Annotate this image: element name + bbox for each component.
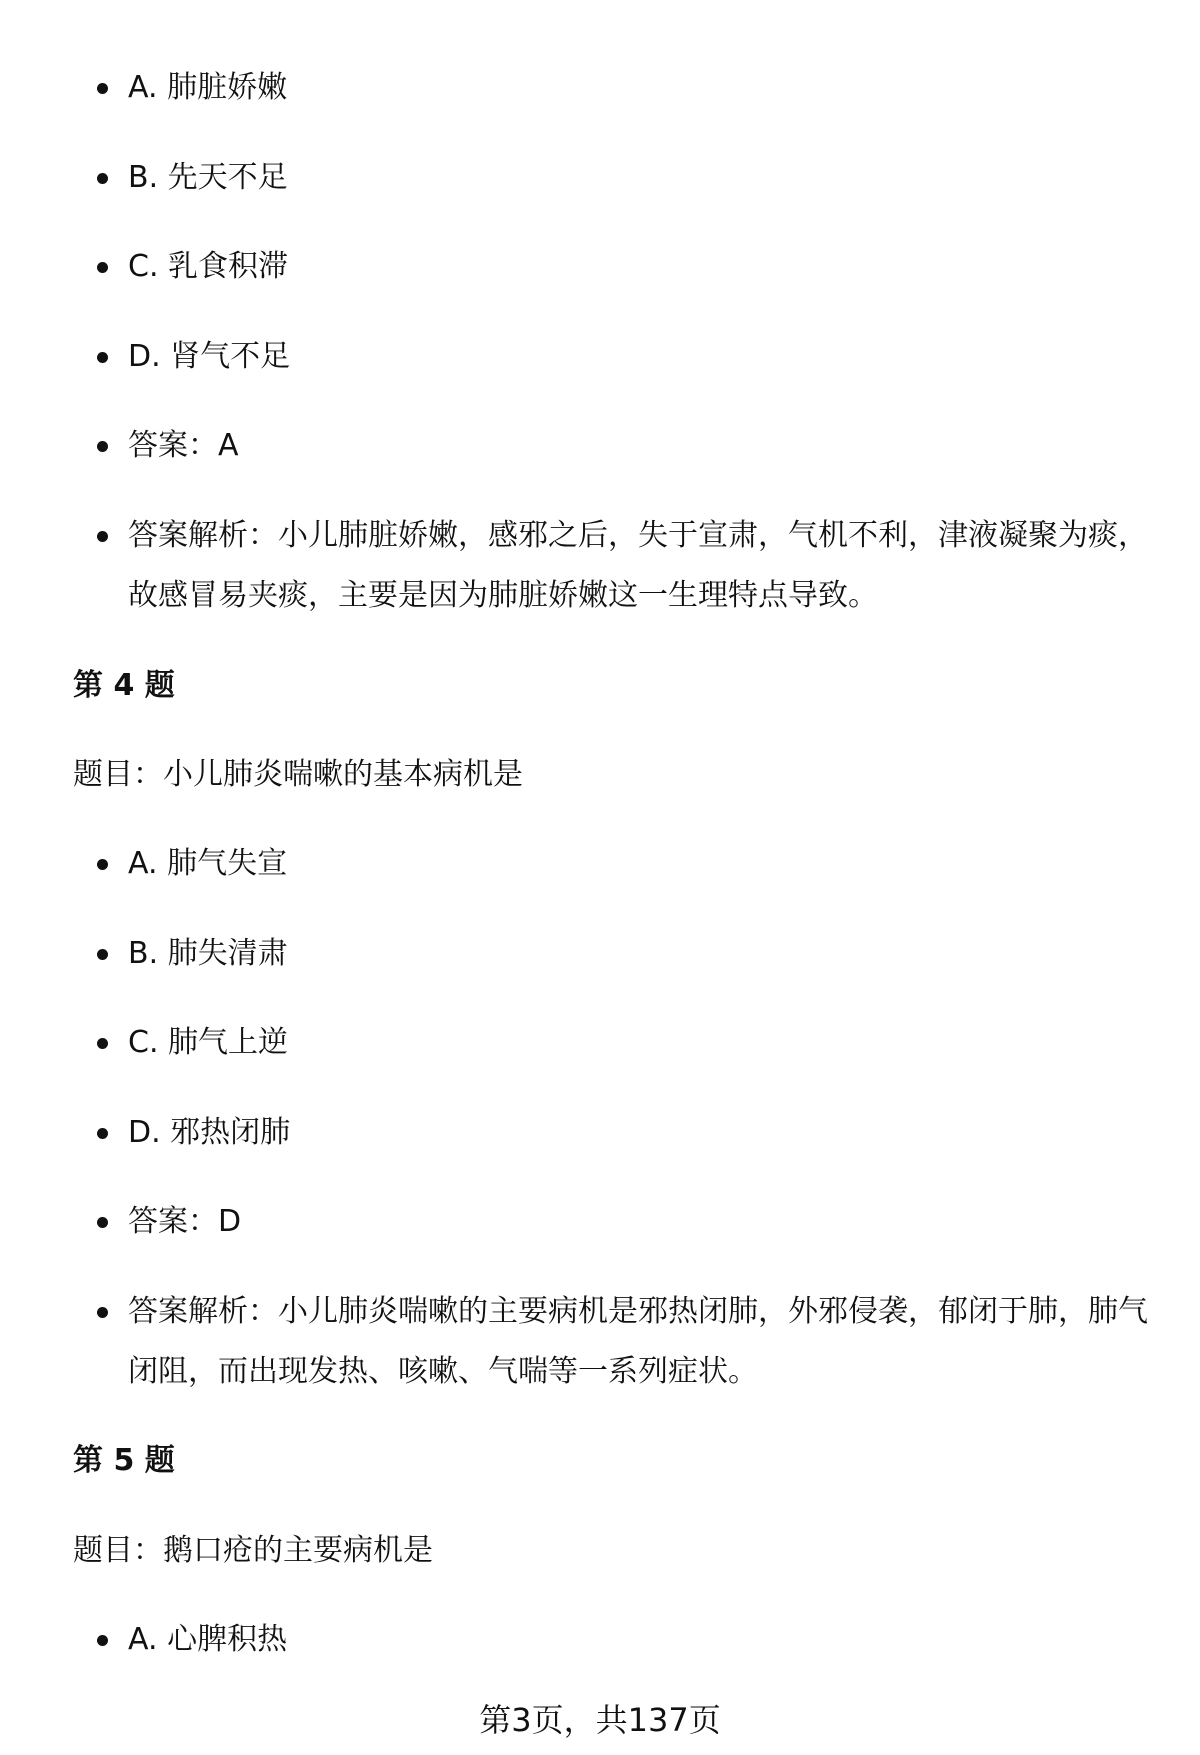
bullet-icon: [97, 441, 108, 452]
q3-explanation: [128, 506, 1148, 626]
q4-answer: [128, 1192, 1148, 1252]
q3-answer: [128, 416, 1148, 476]
bullet-icon: [97, 83, 108, 94]
option-text: B. 先天不足: [128, 160, 288, 195]
option-text: A. 肺脏娇嫩: [128, 70, 288, 105]
q4-option-d: [128, 1103, 1148, 1163]
bullet-icon: [97, 262, 108, 273]
answer-text: 答案：A: [128, 428, 239, 463]
q4-heading: 第 4 题: [73, 668, 175, 703]
bullet-icon: [97, 1635, 108, 1646]
bullet-icon: [97, 1128, 108, 1139]
option-text: A. 心脾积热: [128, 1622, 288, 1657]
explanation-text: 答案解析：小儿肺炎喘嗽的主要病机是邪热闭肺，外邪侵袭，郁闭于肺，肺气闭阻，而出现发热、咳嗽、气喘等一系列症状。: [128, 1294, 1148, 1389]
q3-option-b: [128, 148, 1148, 208]
q4-question: 题目：小儿肺炎喘嗽的基本病机是: [73, 757, 523, 792]
bullet-icon: [97, 1038, 108, 1049]
bullet-icon: [97, 352, 108, 363]
page-number-footer: 第3页，共137页: [479, 1701, 721, 1739]
q4-option-a: [128, 834, 1148, 894]
option-text: A. 肺气失宣: [128, 846, 288, 881]
q4-option-c: [128, 1013, 1148, 1073]
bullet-icon: [97, 1217, 108, 1228]
option-text: C. 肺气上逆: [128, 1025, 289, 1060]
q3-option-d: [128, 327, 1148, 387]
bullet-icon: [97, 173, 108, 184]
q3-option-a: [128, 58, 1148, 118]
bullet-icon: [97, 859, 108, 870]
option-text: B. 肺失清肃: [128, 936, 288, 971]
q5-heading: 第 5 题: [73, 1443, 175, 1478]
bullet-icon: [97, 949, 108, 960]
q4-option-b: [128, 924, 1148, 984]
option-text: C. 乳食积滞: [128, 249, 289, 284]
q4-explanation: [128, 1282, 1148, 1402]
q5-question: 题目：鹅口疮的主要病机是: [73, 1533, 433, 1568]
q3-option-c: [128, 237, 1148, 297]
q5-option-a: [128, 1610, 1148, 1670]
bullet-icon: [97, 1307, 108, 1318]
explanation-text: 答案解析：小儿肺脏娇嫩，感邪之后，失于宣肃，气机不利，津液凝聚为痰，故感冒易夹痰，主要是因为肺脏娇嫩这一生理特点导致。: [128, 518, 1148, 613]
option-text: D. 邪热闭肺: [128, 1115, 291, 1150]
option-text: D. 肾气不足: [128, 339, 291, 374]
bullet-icon: [97, 531, 108, 542]
answer-text: 答案：D: [128, 1204, 242, 1239]
